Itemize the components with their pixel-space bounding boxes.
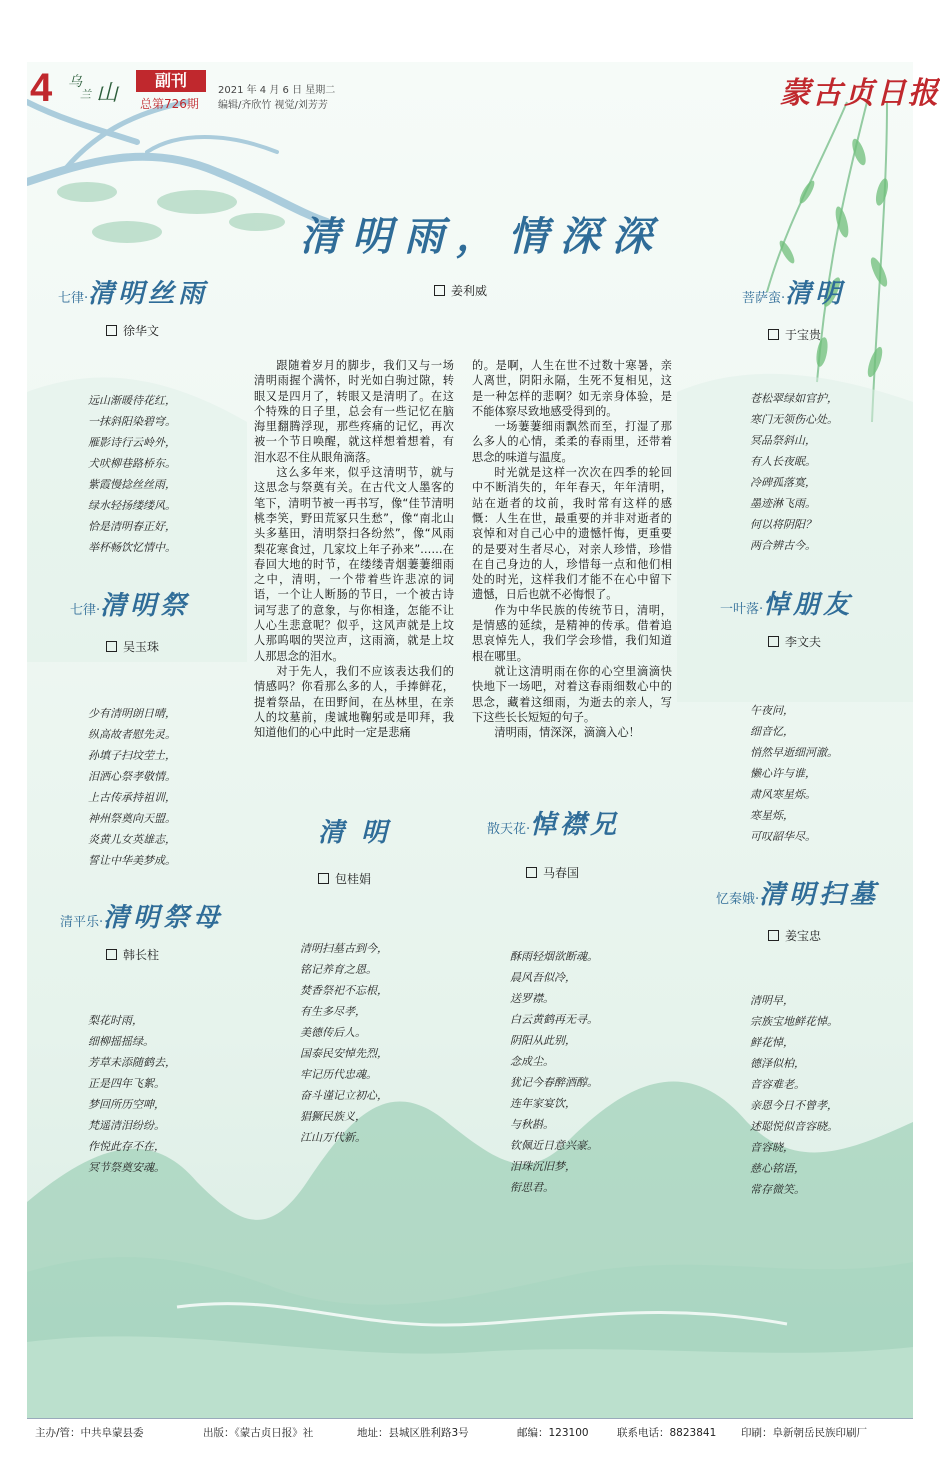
poem-title: 散天花·悼襟兄 (487, 810, 621, 840)
poem-author: 于宝贵 (768, 326, 821, 343)
poem-body: 远山渐暖待花红， 一抹斜阳染碧穹。 雁影诗行云岭外， 犬吠柳巷路桥东。 紫霞慢捻丝丝雨， 绿水轻扬缕缕风。 恰是清明春正好， 举杯畅饮忆情中。 (88, 394, 176, 554)
footer-phone: 联系电话：8823841 (617, 1427, 717, 1439)
poem-body: 少有清明朗日晴， 纵高故者慰先灵。 孙填子扫坟茔土， 泪洒心祭孝敬情。 上古传承持祖训， 神州祭奠向天盟。 炎黄儿女英雄志， 誓让中华美梦成。 (88, 707, 176, 867)
poem-body: 清明早， 宗族宝地鲜花悼。 鲜花悼， 德泽似柏， 音容难老。 亲恩今日不曾孝， 述聪悦似音容晓。 音容晓， 慈心铭语， 常存微笑。 (750, 994, 838, 1196)
svg-text:兰: 兰 (80, 88, 91, 101)
issue-number: 总第726期 (140, 97, 199, 111)
poem-title: 七律·清明丝雨 (58, 279, 209, 309)
poem-author: 韩长柱 (106, 946, 159, 963)
poem-author: 包桂娟 (318, 870, 371, 887)
essay-paragraph: 的。是啊，人生在世不过数十寒暑，亲人离世，阴阳永隔，生死不复相见，这是一种怎样的悲啊？如无亲身体验，是不能体察尽致地感受得到的。 (472, 359, 672, 418)
poem-title: 清平乐·清明祭母 (60, 903, 224, 933)
essay-paragraph: 跟随着岁月的脚步，我们又与一场清明雨握个满怀，时光如白驹过隙，转眼又是四月了，转眼又是清明了。在这个特殊的日子里，总会有一些记忆在脑海里翻腾浮现，那些疼痛的记忆，再次被一个节日唤醒，就这样想着想着，有泪水忍不住从眼角滴落。 (254, 359, 454, 464)
masthead: 蒙古贞日报 (780, 76, 940, 111)
essay-paragraph: 对于先人，我们不应该表达我们的情感吗？你看那么多的人，手捧鲜花，提着祭品，在田野间，在丛林里，在亲人的坟墓前，虔诚地鞠躬或是叩拜，我知道他们的心中此时一定是悲痛 (254, 664, 454, 740)
footer-bar (27, 1418, 913, 1447)
essay-author: 姜利威 (434, 282, 487, 299)
essay-paragraph: 一场萋萋细雨飘然而至，打湿了那么多人的心情，柔柔的春雨里，还带着思念的味道与温度。 (472, 420, 672, 464)
footer-sponsor: 主办/管：中共阜蒙县委 (35, 1427, 144, 1439)
main-title: 清明雨，情深深 (300, 213, 664, 260)
footer-postcode: 邮编：123100 (517, 1427, 589, 1439)
essay-column-2 (472, 358, 672, 740)
essay-paragraph: 这么多年来，似乎这清明节，就与这思念与祭奠有关。在古代文人墨客的笔下，清明节被一再书写，像“佳节清明桃李笑，野田荒冢只生愁”，像“南北山头多墓田，清明祭扫各纷然”，像“风雨梨花寒食过，几家坟上年子孙来”……在春回大地的时节，在缕缕青烟萋萋细雨之中，清明，一个带着些许悲凉的词语，一个让人断肠的节日，一个被古诗词写悲了的意象，与你相逢，怎能不让人心生悲意呢？似乎，这风声就是上坟人那呜咽的哭泣声，这雨滴，就是上坟人那思念的泪水。 (254, 466, 454, 663)
essay-paragraph: 作为中华民族的传统节日，清明，是情感的延续，是精神的传承。借着追思哀悼先人，我们学会珍惜，我们知道根在哪里。 (472, 603, 672, 663)
page-number: 4 (30, 66, 53, 110)
poem-body: 苍松翠绿如官护， 寒门无领伤心处。 冥品祭斜山， 有人长夜眠。 冷碑孤落寞， 墨迹淋飞雨。 何以将阴阳？ 两合辨古今。 (750, 392, 838, 552)
essay-paragraph: 清明雨，情深深，滴滴入心！ (494, 726, 640, 740)
poem-author: 李文夫 (768, 633, 821, 650)
poem-title: 七律·清明祭 (70, 591, 191, 621)
svg-text:山: 山 (96, 81, 119, 104)
essay-column-1 (254, 358, 454, 740)
essay-paragraph: 时光就是这样一次次在四季的轮回中不断消失的，年年春天，年年清明，站在逝者的坟前，我时常有这样的感慨：人生在世，最重要的并非对逝者的哀悼和对自己心中的遗憾忏悔，更重要的是要对生者尽心，对亲人珍惜，珍惜在自己身边的人，珍惜每一点和他们相处的时光，这样我们才能不在心中留下遗憾，日后也就不必悔恨了。 (472, 466, 672, 602)
section-label: 副刊 (136, 70, 206, 92)
brand-logo (66, 70, 128, 104)
poem-title: 一叶落·悼朋友 (720, 590, 854, 620)
publish-date: 2021 年 4 月 6 日 星期二 (218, 85, 336, 96)
poem-author: 吴玉珠 (106, 638, 159, 655)
poem-body: 清明扫墓古到今， 铭记养育之恩。 焚香祭祀不忘根， 有生多尽孝， 美德传后人。 国泰民安悼先烈， 牢记历代忠魂。 奋斗谨记立初心， 猖獗民族义， 江山万代新。 (300, 942, 388, 1144)
poem-title: 清 明 (318, 818, 392, 848)
editor-credit: 编辑/齐欣竹 视觉/刘芳芳 (218, 100, 328, 111)
svg-text:乌: 乌 (68, 74, 82, 90)
footer-printer: 印刷：阜新朝岳民族印刷厂 (741, 1427, 867, 1439)
footer-address: 地址：县城区胜利路3号 (357, 1427, 469, 1439)
poem-author: 马春国 (526, 864, 579, 881)
poem-body: 梨花时雨， 细柳摇摇绿。 芳草未添随鹤去， 正是四年飞絮。 梦回所历空呻， 梵遥清泪纷纷。 作悦此存不在， 冥节祭奠安魂。 (88, 1014, 176, 1174)
poem-body: 酥雨轻烟欲断魂。 晨风吾似冷， 送罗襟。 白云黄鹤再无寻。 阴阳从此别， 念成尘。 犹记今春醉酒醇。 连年家宴饮， 与秋斟。 钦佩近日意兴豪。 泪珠沉旧梦， 衔思君。 (510, 950, 598, 1194)
poem-body: 午夜问， 细音忆， 悄然早逝细河澈。 懒心许与谁， 肃风寒星烁。 寒星烁， 可叹韶华尽。 (750, 704, 838, 843)
poem-title: 忆秦娥·清明扫墓 (716, 880, 880, 910)
poem-author: 徐华文 (106, 322, 159, 339)
poem-title: 菩萨蛮·清明 (742, 279, 846, 309)
footer-publisher: 出版：《蒙古贞日报》社 (203, 1427, 314, 1439)
poem-author: 姜宝忠 (768, 927, 821, 944)
essay-paragraph: 就让这清明雨在你的心空里滴滴快快地下一场吧，对着这春雨细数心中的思念，藏着这细雨，为逝去的亲人，写下这些长长短短的句子。 (472, 664, 672, 724)
